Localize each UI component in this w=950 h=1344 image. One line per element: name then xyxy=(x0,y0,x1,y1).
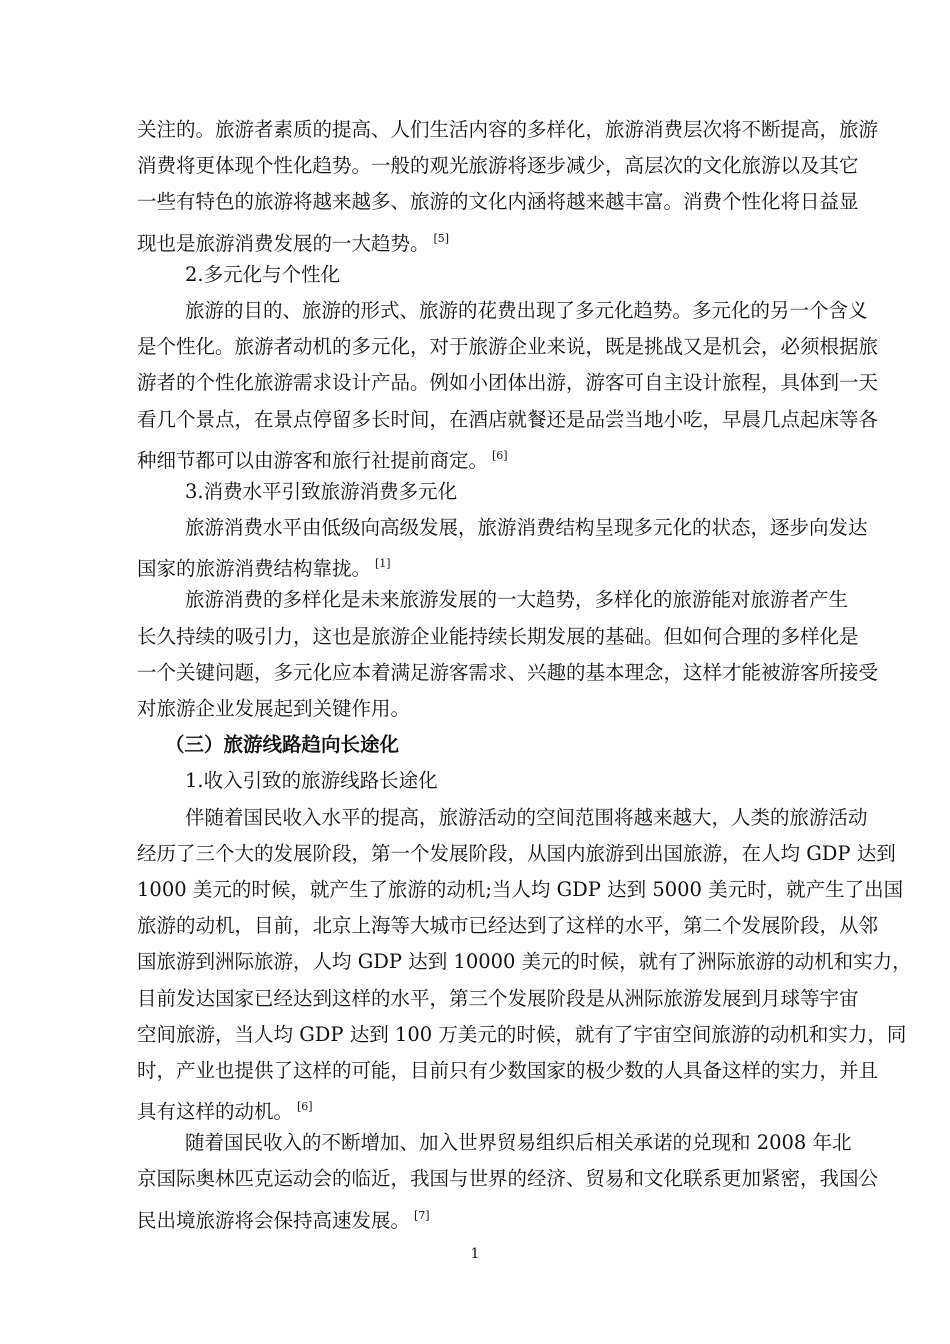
line-text: 民出境旅游将会保持高速发展。 xyxy=(137,1208,411,1232)
paragraph-line xyxy=(137,655,879,691)
line-text: 具有这样的动机。 xyxy=(137,1100,294,1124)
line-text: 京国际奥林匹克运动会的临近，我国与世界的经济、贸易和文化联系更加紧密，我国公 xyxy=(137,1167,879,1191)
paragraph-line xyxy=(137,329,879,365)
line-text: 对旅游企业发展起到关键作用。 xyxy=(137,697,411,720)
paragraph xyxy=(137,510,868,582)
paragraph-line xyxy=(137,1089,847,1125)
line-text: 国家的旅游消费结构靠拢。 xyxy=(137,557,372,581)
subsection-heading: 1.收入引致的旅游线路长途化 xyxy=(185,769,438,793)
paragraph-line xyxy=(137,293,868,329)
paragraph-line xyxy=(137,908,879,944)
paragraph-line xyxy=(137,800,868,836)
line-text: 现也是旅游消费发展的一大趋势。 xyxy=(137,231,430,255)
paragraph xyxy=(137,1125,879,1234)
paragraph xyxy=(137,582,879,727)
line-text: 游者的个性化旅游需求设计产品。例如小团体出游，游客可自主设计旅程，具体到一天 xyxy=(137,371,879,395)
paragraph-line xyxy=(137,112,879,148)
paragraph-line xyxy=(137,691,847,727)
line-text: 看几个景点，在景点停留多长时间，在酒店就餐还是品尝当地小吃，早晨几点起床等各 xyxy=(137,407,879,431)
paragraph-line xyxy=(137,438,847,474)
paragraph-line xyxy=(137,184,859,220)
line-text: 旅游的目的、旅游的形式、旅游的花费出现了多元化趋势。多元化的另一个含义 xyxy=(185,298,868,322)
line-text: 旅游的动机，目前，北京上海等大城市已经达到了这样的水平，第二个发展阶段，从邻 xyxy=(137,914,879,938)
line-text: 消费将更体现个性化趋势。一般的观光旅游将逐步减少，高层次的文化旅游以及其它 xyxy=(137,154,859,178)
line-text: 一个关键问题，多元化应本着满足游客需求、兴趣的基本理念，这样才能被游客所接受 xyxy=(137,660,879,684)
paragraph-line xyxy=(137,1053,879,1089)
paragraph-line xyxy=(137,981,859,1017)
citation-ref: [1] xyxy=(375,557,391,571)
citation-ref: [7] xyxy=(414,1208,430,1222)
document-body xyxy=(137,112,912,1234)
citation-ref: [6] xyxy=(297,1100,313,1114)
line-text: 一些有特色的旅游将越来越多、旅游的文化内涵将越来越丰富。消费个性化将日益显 xyxy=(137,190,859,214)
paragraph-line xyxy=(137,619,859,655)
line-text: 1000 美元的时候，就产生了旅游的动机;当人均 GDP 达到 5000 美元时，就产生了出国 xyxy=(137,877,904,901)
line-text: 空间旅游，当人均 GDP 达到 100 万美元的时候，就有了宇宙空间旅游的动机和实力，同 xyxy=(137,1022,907,1046)
line-text: 长久持续的吸引力，这也是旅游企业能持续长期发展的基础。但如何合理的多样化是 xyxy=(137,624,859,648)
paragraph-line xyxy=(137,836,896,872)
paragraph xyxy=(137,112,879,257)
paragraph-line xyxy=(137,510,868,546)
subsection-heading: 2.多元化与个性化 xyxy=(185,262,341,286)
line-text: 旅游消费水平由低级向高级发展，旅游消费结构呈现多元化的状态，逐步向发达 xyxy=(185,516,868,540)
paragraph-line xyxy=(137,221,847,257)
line-text: 旅游消费的多样化是未来旅游发展的一大趋势，多样化的旅游能对旅游者产生 xyxy=(185,588,849,612)
line-text: 随着国民收入的不断增加、加入世界贸易组织后相关承诺的兑现和 2008 年北 xyxy=(185,1131,852,1155)
line-text: 种细节都可以由游客和旅行社提前商定。 xyxy=(137,448,489,472)
paragraph-line xyxy=(137,1198,847,1234)
citation-ref: [5] xyxy=(433,231,450,245)
section-heading: （三）旅游线路趋向长途化 xyxy=(165,733,400,757)
paragraph-line xyxy=(137,1017,907,1053)
line-text: 目前发达国家已经达到这样的水平，第三个发展阶段是从洲际旅游发展到月球等宇宙 xyxy=(137,986,859,1010)
line-text: 国旅游到洲际旅游，人均 GDP 达到 10000 美元的时候，就有了洲际旅游的动机和实力， xyxy=(137,950,912,974)
paragraph-line xyxy=(137,872,904,908)
paragraph-line xyxy=(137,1125,852,1161)
line-text: 关注的。旅游者素质的提高、人们生活内容的多样化，旅游消费层次将不断提高，旅游 xyxy=(137,118,879,141)
paragraph-line xyxy=(137,546,847,582)
line-text: 时，产业也提供了这样的可能，目前只有少数国家的极少数的人具备这样的实力，并且 xyxy=(137,1058,879,1082)
paragraph-line xyxy=(137,365,879,401)
paragraph-line xyxy=(137,402,879,438)
line-text: 伴随着国民收入水平的提高，旅游活动的空间范围将越来越大，人类的旅游活动 xyxy=(185,805,868,829)
paragraph-line xyxy=(137,148,859,184)
line-text: 经历了三个大的发展阶段，第一个发展阶段，从国内旅游到出国旅游，在人均 GDP 达到 xyxy=(137,841,896,865)
line-text: 是个性化。旅游者动机的多元化，对于旅游企业来说，既是挑战又是机会，必须根据旅 xyxy=(137,335,879,359)
paragraph xyxy=(137,800,912,1126)
subsection-heading: 3.消费水平引致旅游消费多元化 xyxy=(185,479,458,503)
paragraph xyxy=(137,293,879,474)
citation-ref: [6] xyxy=(492,448,508,462)
paragraph-line xyxy=(137,582,847,618)
paragraph-line xyxy=(137,944,912,980)
paragraph-line xyxy=(137,1161,879,1197)
page-number: 1 xyxy=(470,1246,480,1262)
